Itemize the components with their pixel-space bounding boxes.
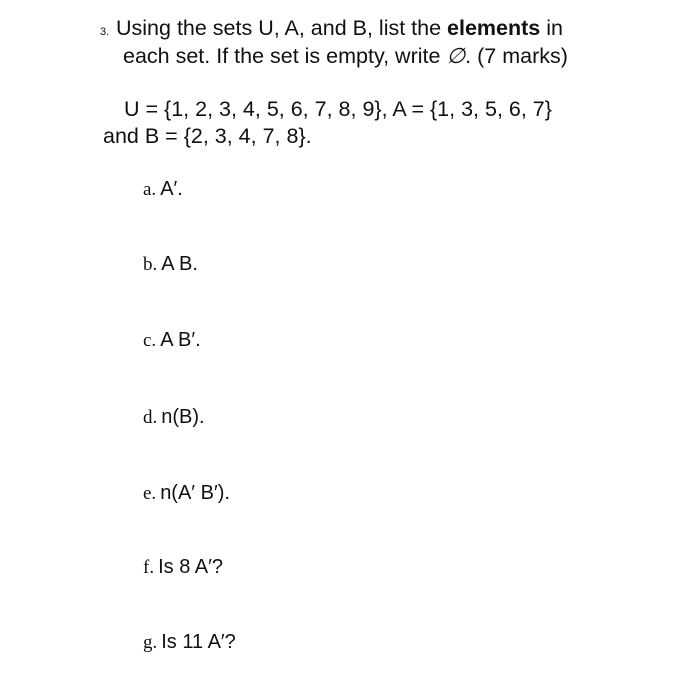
question-line-2-start: each set. If the set is empty, write xyxy=(123,44,447,68)
part-e xyxy=(143,482,230,505)
part-d xyxy=(143,406,205,429)
part-text: n(B). xyxy=(161,406,205,428)
part-letter: e. xyxy=(143,483,157,504)
part-a xyxy=(143,178,183,201)
question-line-2 xyxy=(123,44,568,69)
question-bold-term: elements xyxy=(447,16,541,40)
part-c xyxy=(143,329,201,352)
part-text: Is 8 A′? xyxy=(158,556,223,578)
part-letter: g. xyxy=(143,632,158,653)
part-letter: b. xyxy=(143,254,158,275)
question-line-1 xyxy=(116,16,563,41)
question-line-2-end: . (7 marks) xyxy=(465,44,568,68)
part-text: A′. xyxy=(160,178,183,200)
part-b xyxy=(143,253,198,276)
question-number: 3. xyxy=(100,26,110,38)
question-line-1-end: in xyxy=(540,16,563,40)
empty-set-symbol: ∅ xyxy=(446,44,466,68)
part-text: n(A′ B′). xyxy=(160,482,230,504)
part-text: A B′. xyxy=(160,329,201,351)
sets-definition-line-1: U = {1, 2, 3, 4, 5, 6, 7, 8, 9}, A = {1, 3, 5, 6, 7} xyxy=(124,97,552,121)
part-g xyxy=(143,631,236,654)
part-letter: f. xyxy=(143,557,155,578)
part-letter: d. xyxy=(143,407,158,428)
question-line-1-start: Using the sets U, A, and B, list the xyxy=(116,16,448,40)
part-letter: a. xyxy=(143,179,157,200)
part-f xyxy=(143,556,223,579)
part-text: A B. xyxy=(161,253,198,275)
sets-definition-line-2: and B = {2, 3, 4, 7, 8}. xyxy=(103,124,312,148)
part-text: Is 11 A′? xyxy=(161,631,236,653)
part-letter: c. xyxy=(143,330,157,351)
